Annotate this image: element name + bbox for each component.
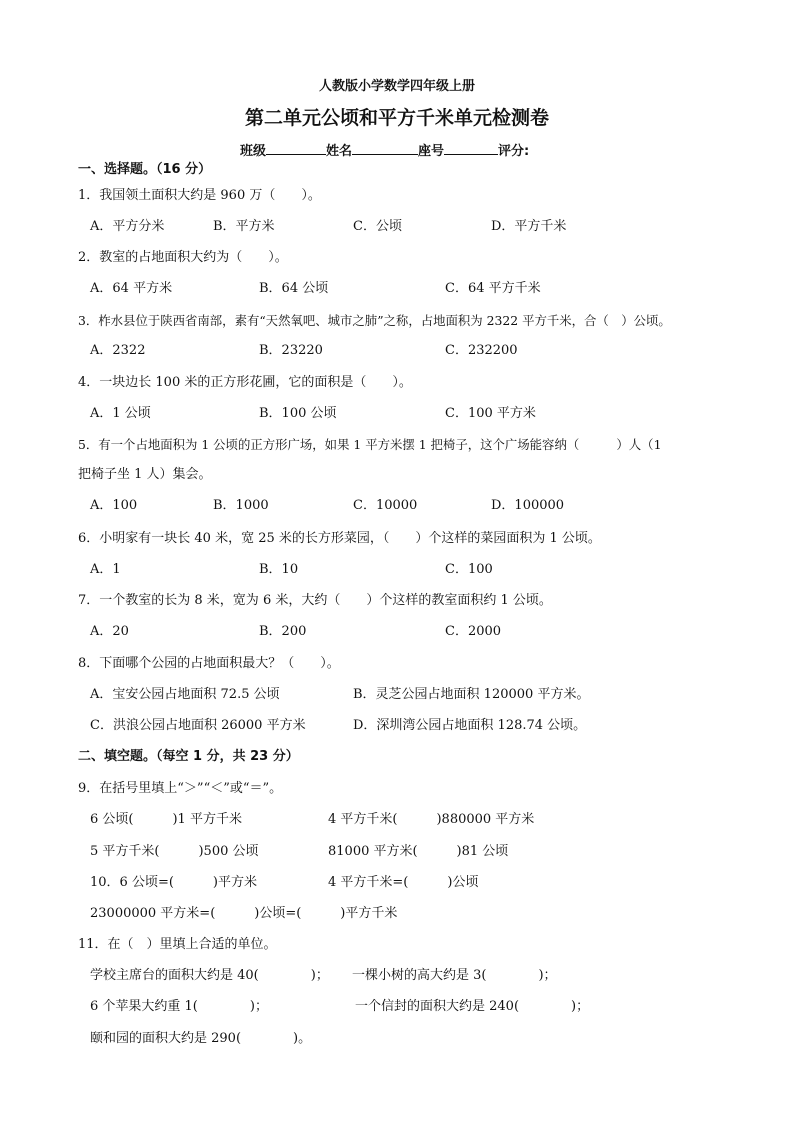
q5-option-b[interactable]: B．1000: [213, 498, 269, 513]
q4-option-a[interactable]: A．1 公顷: [90, 406, 151, 421]
question-11-stem: 11．在（ ）里填上合适的单位。: [78, 937, 277, 952]
question-6-stem: 6．小明家有一块长 40 米，宽 25 米的长方形菜园，（ ）个这样的菜园面积为 1 公顷。: [78, 531, 601, 546]
q9-item-1[interactable]: 6 公顷( )1 平方千米: [90, 812, 242, 827]
question-5-stem-continued: 把椅子坐 1 人）集会。: [78, 467, 212, 482]
q8-option-a[interactable]: A．宝安公园占地面积 72.5 公顷: [90, 687, 280, 702]
q8-option-b[interactable]: B．灵芝公园占地面积 120000 平方米。: [353, 687, 590, 702]
q10-item-2[interactable]: 4 平方千米=( )公顷: [328, 875, 479, 890]
seat-label: 座号: [418, 144, 445, 159]
page-title: 第二单元公顷和平方千米单元检测卷: [244, 107, 549, 129]
name-label: 姓名: [326, 144, 353, 159]
class-label: 班级: [240, 144, 267, 159]
q9-item-3[interactable]: 5 平方千米( )500 公顷: [90, 844, 259, 859]
section2-heading: 二、填空题。（每空 1 分，共 23 分）: [78, 749, 299, 764]
score-label: 评分:: [498, 144, 530, 159]
q1-option-c[interactable]: C．公顷: [353, 219, 402, 234]
q7-option-a[interactable]: A．20: [90, 624, 129, 639]
q2-option-a[interactable]: A．64 平方米: [90, 281, 173, 296]
q9-item-4[interactable]: 81000 平方米( )81 公顷: [328, 844, 509, 859]
q1-option-a[interactable]: A．平方分米: [90, 219, 165, 234]
question-3-stem: 3．柞水县位于陕西省南部，素有“天然氧吧、城市之肺”之称，占地面积为 2322 平方千米，合（ ）公顷。: [78, 313, 671, 328]
q8-option-c[interactable]: C．洪浪公园占地面积 26000 平方米: [90, 718, 306, 733]
question-2-stem: 2．教室的占地面积大约为（ ）。: [78, 250, 288, 265]
section1-heading: 一、选择题。（16 分）: [78, 162, 212, 177]
q7-option-b[interactable]: B．200: [259, 624, 307, 639]
q10-item-1[interactable]: 10．6 公顷=( )平方米: [90, 875, 257, 890]
q7-option-c[interactable]: C．2000: [445, 624, 502, 639]
q1-option-d[interactable]: D．平方千米: [491, 219, 567, 234]
q5-option-d[interactable]: D．100000: [491, 498, 565, 513]
name-blank[interactable]: [352, 142, 418, 155]
q6-option-c[interactable]: C．100: [445, 562, 493, 577]
q2-option-b[interactable]: B．64 公顷: [259, 281, 329, 296]
question-4-stem: 4．一块边长 100 米的正方形花圃，它的面积是（ ）。: [78, 375, 412, 390]
q11-item-4[interactable]: 一个信封的面积大约是 240( )；: [355, 999, 590, 1014]
q11-item-1[interactable]: 学校主席台的面积大约是 40( )；: [90, 968, 329, 983]
q10-item-3[interactable]: 23000000 平方米=( )公顷=( )平方千米: [90, 906, 398, 921]
class-blank[interactable]: [266, 142, 326, 155]
question-1-stem: 1．我国领土面积大约是 960 万（ ）。: [78, 188, 321, 203]
q6-option-b[interactable]: B．10: [259, 562, 299, 577]
q5-option-a[interactable]: A．100: [90, 498, 138, 513]
series-title: 人教版小学数学四年级上册: [318, 79, 475, 94]
question-8-stem: 8．下面哪个公园的占地面积最大？（ ）。: [78, 656, 340, 671]
q8-option-d[interactable]: D．深圳湾公园占地面积 128.74 公顷。: [353, 718, 587, 733]
question-5-stem: 5．有一个占地面积为 1 公顷的正方形广场，如果 1 平方米摆 1 把椅子，这个广场能容纳（ ）人（1: [78, 437, 662, 452]
q4-option-b[interactable]: B．100 公顷: [259, 406, 337, 421]
question-7-stem: 7．一个教室的长为 8 米，宽为 6 米，大约（ ）个这样的教室面积约 1 公顷。: [78, 593, 552, 608]
q1-option-b[interactable]: B．平方米: [213, 219, 275, 234]
q11-item-3[interactable]: 6 个苹果大约重 1( )；: [90, 999, 268, 1014]
question-9-stem: 9．在括号里填上“＞”“＜”或“＝”。: [78, 781, 283, 796]
q11-item-2[interactable]: 一棵小树的高大约是 3( )；: [352, 968, 557, 983]
student-info-row: [240, 142, 529, 160]
q11-item-5[interactable]: 颐和园的面积大约是 290( )。: [90, 1031, 312, 1046]
q5-option-c[interactable]: C．10000: [353, 498, 418, 513]
q9-item-2[interactable]: 4 平方千米( )880000 平方米: [328, 812, 535, 827]
q6-option-a[interactable]: A．1: [90, 562, 121, 577]
q3-option-a[interactable]: A．2322: [90, 343, 146, 358]
seat-blank[interactable]: [444, 142, 498, 155]
q2-option-c[interactable]: C．64 平方千米: [445, 281, 541, 296]
q4-option-c[interactable]: C．100 平方米: [445, 406, 536, 421]
q3-option-c[interactable]: C．232200: [445, 343, 518, 358]
q3-option-b[interactable]: B．23220: [259, 343, 323, 358]
